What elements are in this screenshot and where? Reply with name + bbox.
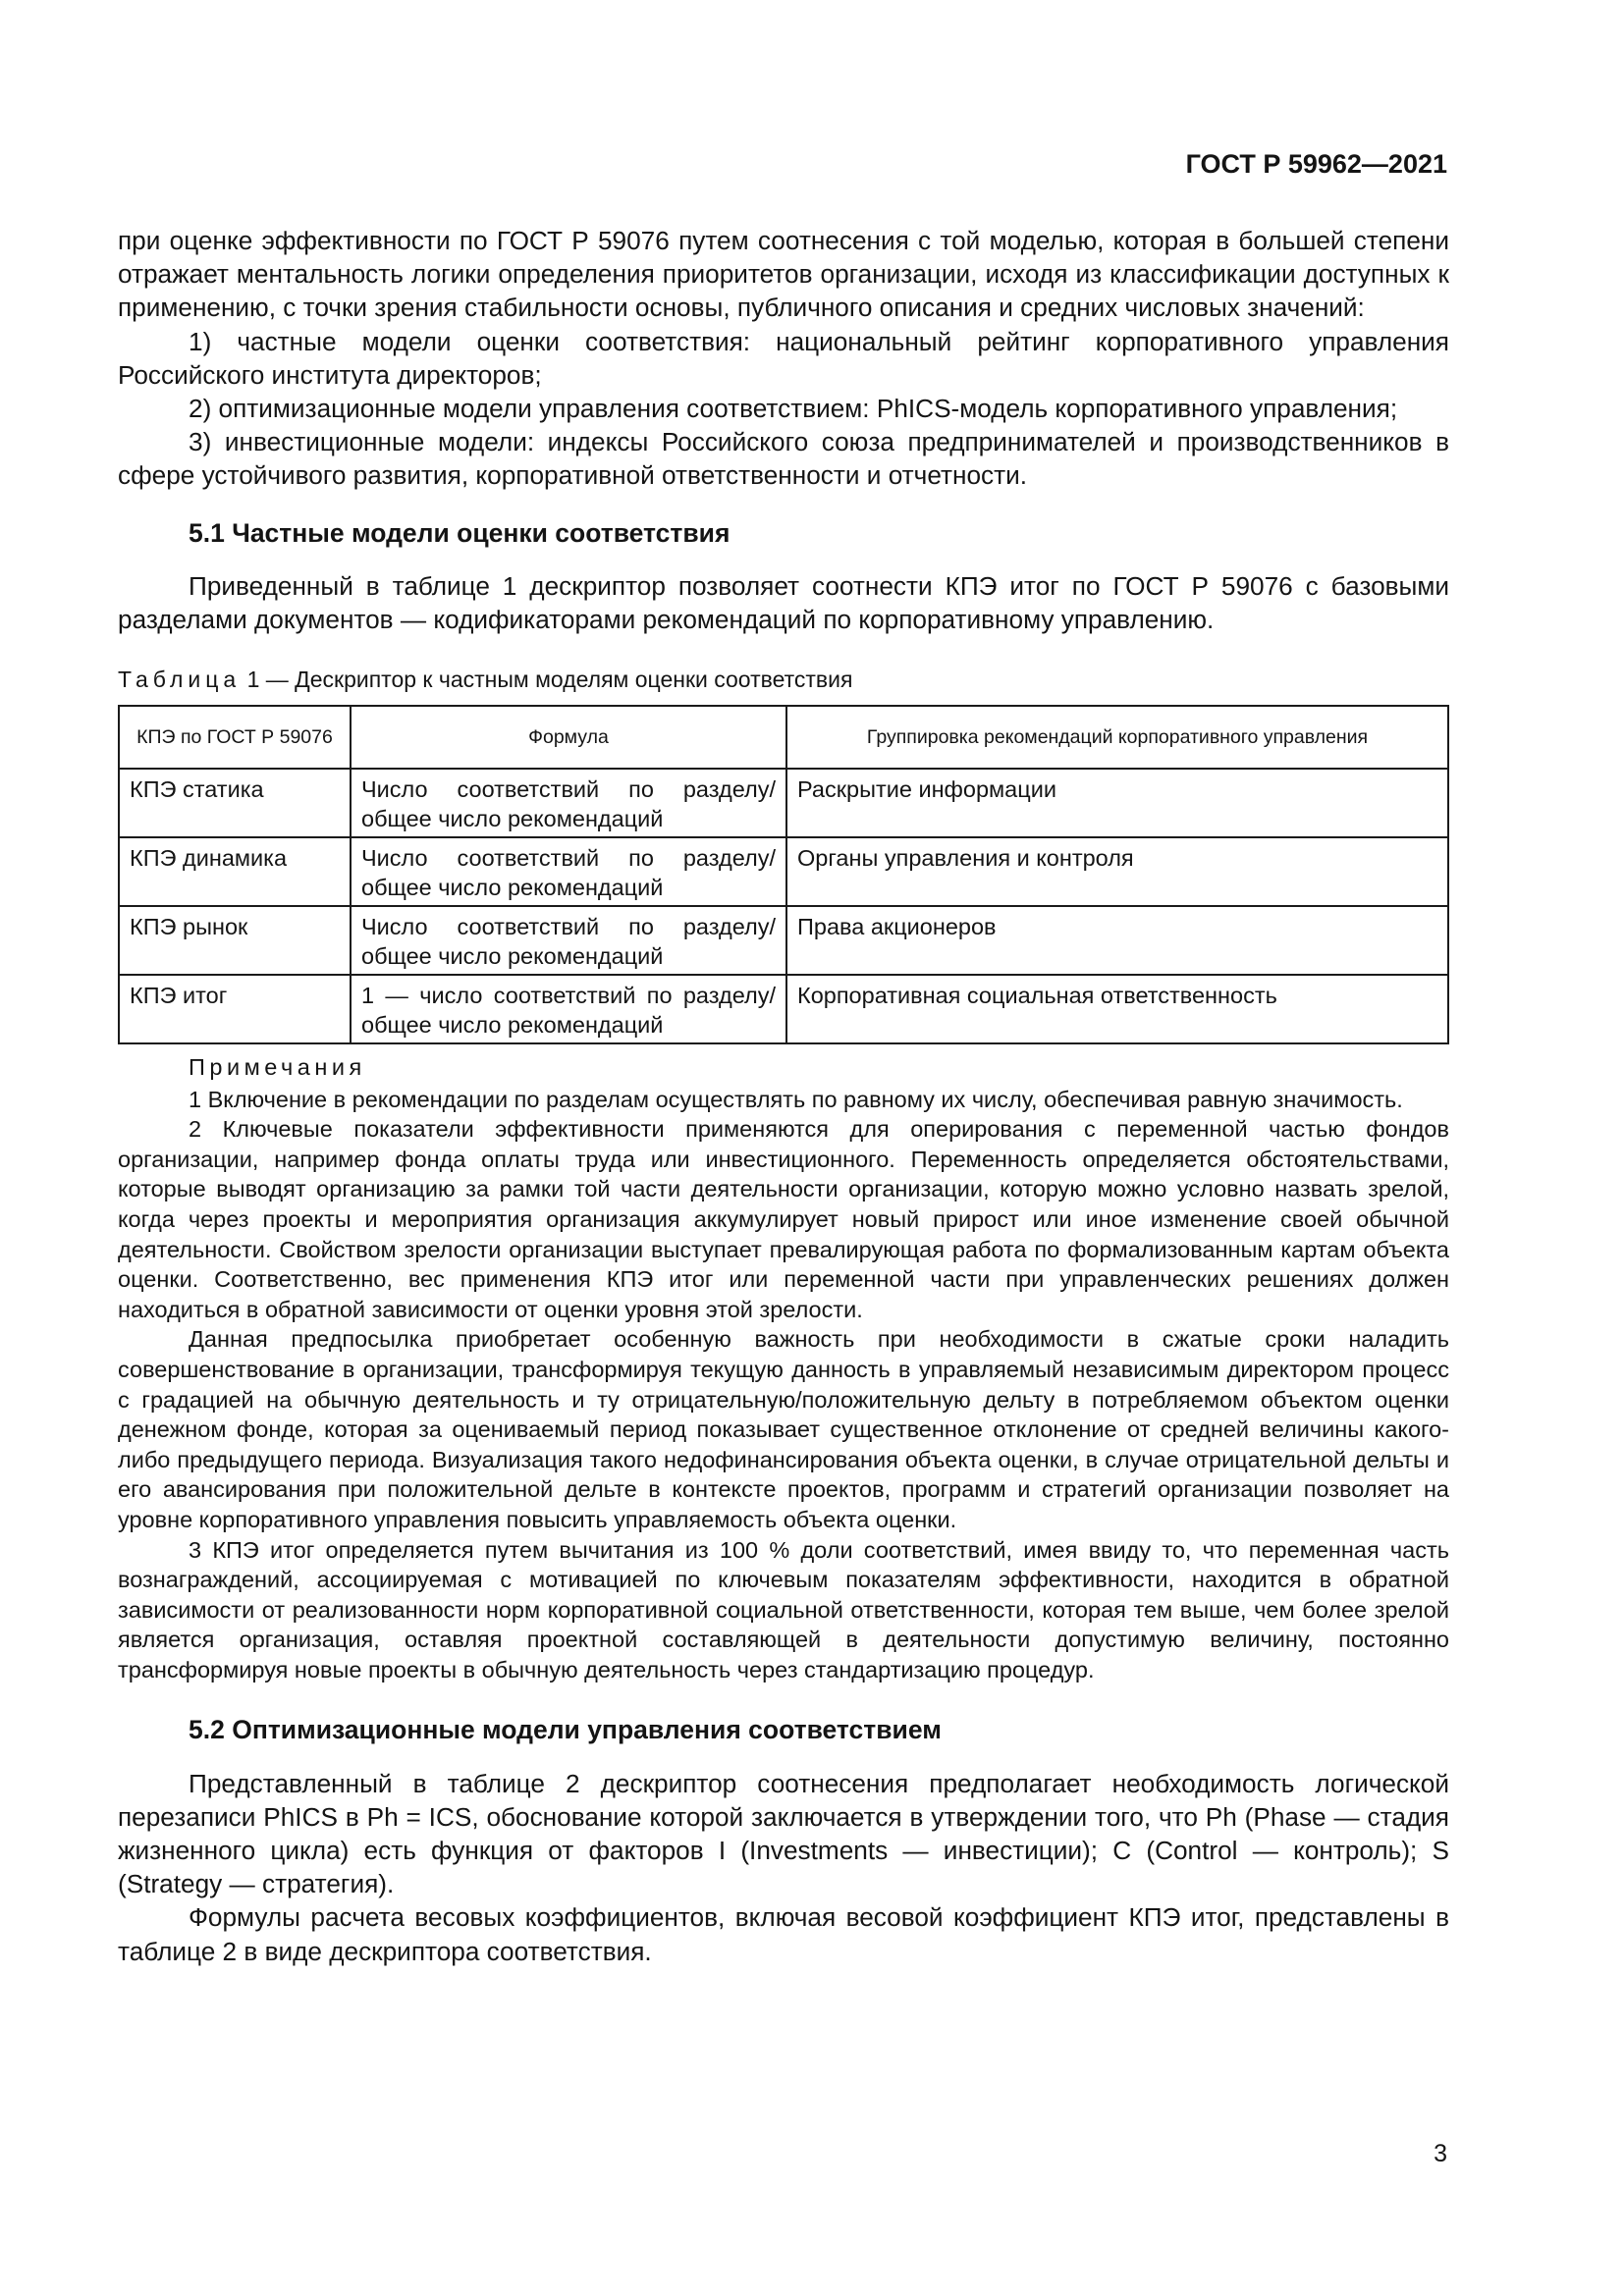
note-item: Данная предпосылка приобретает особенную важность при необходимости в сжатые сроки наладить совершенствование в организации, трансформируя текущую данность в управляемый независимым директором процесс с градацией на обычную деятельность и ту отрицательную/положительную дельту в потребляемом объектом оценки денежном фонде, которая за оцениваемый период показывает существенное отклонение от средней величины какого-либо предыдущего периода. Визуализация такого недофинансирования объекта оценки, в случае отрицательной дельты и его авансирования при положительной дельте в контексте проектов, программ и стратегий организации позволяет на уровне корпоративного управления повысить управляемость объекта оценки. (118, 1326, 1449, 1532)
column-header: Формула (351, 706, 786, 769)
section-paragraph: Представленный в таблице 2 дескриптор соотнесения предполагает необходимость логической перезаписи PhICS в Ph = ICS, обоснование которой заключается в утверждении того, что Ph (Phase — стадия жизненного цикла) есть функция от факторов I (Investments — инвестиции); C (Control — контроль); S (Strategy — стратегия). (118, 1768, 1449, 1899)
table-cell: 1 — число соответствий по разделу/ общее число рекомендаций (351, 975, 786, 1043)
descriptor-table (118, 705, 1449, 1044)
column-header: Группировка рекомендаций корпоративного управления (786, 706, 1448, 769)
table-caption-text: 1 — Дескриптор к частным моделям оценки соответствия (246, 667, 853, 693)
section-paragraph: Приведенный в таблице 1 дескриптор позволяет соотнести КПЭ итог по ГОСТ Р 59076 с базовыми разделами документов — кодификаторами рекомендаций по корпоративному управлению. (118, 570, 1449, 634)
document-header: ГОСТ Р 59962—2021 (1185, 149, 1447, 179)
notes-title: Примечания (189, 1054, 366, 1081)
table-cell: КПЭ динамика (119, 837, 351, 906)
section-heading: 5.1 Частные модели оценки соответствия (189, 517, 731, 548)
table-row (119, 837, 1448, 906)
table-cell: Корпоративная социальная ответственность (786, 975, 1448, 1043)
section-paragraph: Формулы расчета весовых коэффициентов, включая весовой коэффициент КПЭ итог, представлены в таблице 2 в виде дескриптора соответствия. (118, 1902, 1449, 1966)
note-item: 1 Включение в рекомендации по разделам осуществлять по равному их числу, обеспечивая равную значимость. (189, 1086, 1403, 1112)
table-cell: Раскрытие информации (786, 769, 1448, 837)
table-cell: Органы управления и контроля (786, 837, 1448, 906)
page-number: 3 (1434, 2140, 1447, 2167)
intro-paragraph: при оценке эффективности по ГОСТ Р 59076 путем соотнесения с той моделью, которая в большей степени отражает ментальность логики определения приоритетов организации, исходя из классификации доступных к применению, с точки зрения стабильности основы, публичного описания и средних числовых значений: (118, 226, 1449, 323)
list-item: 2) оптимизационные модели управления соответствием: PhICS-модель корпоративного управления; (189, 394, 1398, 424)
table-caption-label: Таблица (118, 667, 242, 693)
table-cell: КПЭ статика (119, 769, 351, 837)
table-cell: Число соответствий по разделу/ общее число рекомендаций (351, 906, 786, 975)
table-notes (118, 1052, 1449, 1684)
list-item: 3) инвестиционные модели: индексы Российского союза предпринимателей и производственников в сфере устойчивого развития, корпоративной ответственности и отчетности. (118, 427, 1449, 491)
document-body (118, 224, 1449, 1968)
table-cell: Права акционеров (786, 906, 1448, 975)
section-heading: 5.2 Оптимизационные модели управления соответствием (189, 1714, 942, 1744)
table-row (119, 975, 1448, 1043)
table-cell: Число соответствий по разделу/ общее число рекомендаций (351, 837, 786, 906)
table-cell: Число соответствий по разделу/ общее число рекомендаций (351, 769, 786, 837)
table-header-row (119, 706, 1448, 769)
column-header: КПЭ по ГОСТ Р 59076 (119, 706, 351, 769)
note-item: 2 Ключевые показатели эффективности применяются для оперирования с переменной частью фондов организации, например фонда оплаты труда или инвестиционного. Переменность определяется обстоятельствами, которые выводят организацию за рамки той части деятельности организации, которую можно условно назвать зрелой, когда через проекты и мероприятия организация аккумулирует новый прирост или иное изменение своей обычной деятельности. Свойством зрелости организации выступает превалирующая работа по формализованным картам объекта оценки. Соответственно, вес применения КПЭ итог или переменной части при управленческих решениях должен находиться в обратной зависимости от оценки уровня этой зрелости. (118, 1116, 1449, 1322)
table-cell: КПЭ итог (119, 975, 351, 1043)
table-cell: КПЭ рынок (119, 906, 351, 975)
list-item: 1) частные модели оценки соответствия: национальный рейтинг корпоративного управления Российского института директоров; (118, 326, 1449, 390)
table-caption (118, 667, 1449, 693)
note-item: 3 КПЭ итог определяется путем вычитания из 100 % доли соответствий, имея ввиду то, что переменная часть вознаграждений, ассоциируемая с мотивацией по ключевым показателям эффективности, находится в обратной зависимости от реализованности норм корпоративной социальной ответственности, которая тем выше, чем более зрелой является организация, оставляя проектной составляющей в деятельности допустимую величину, постоянно трансформируя новые проекты в обычную деятельность через стандартизацию процедур. (118, 1536, 1449, 1682)
table-row (119, 906, 1448, 975)
table-row (119, 769, 1448, 837)
